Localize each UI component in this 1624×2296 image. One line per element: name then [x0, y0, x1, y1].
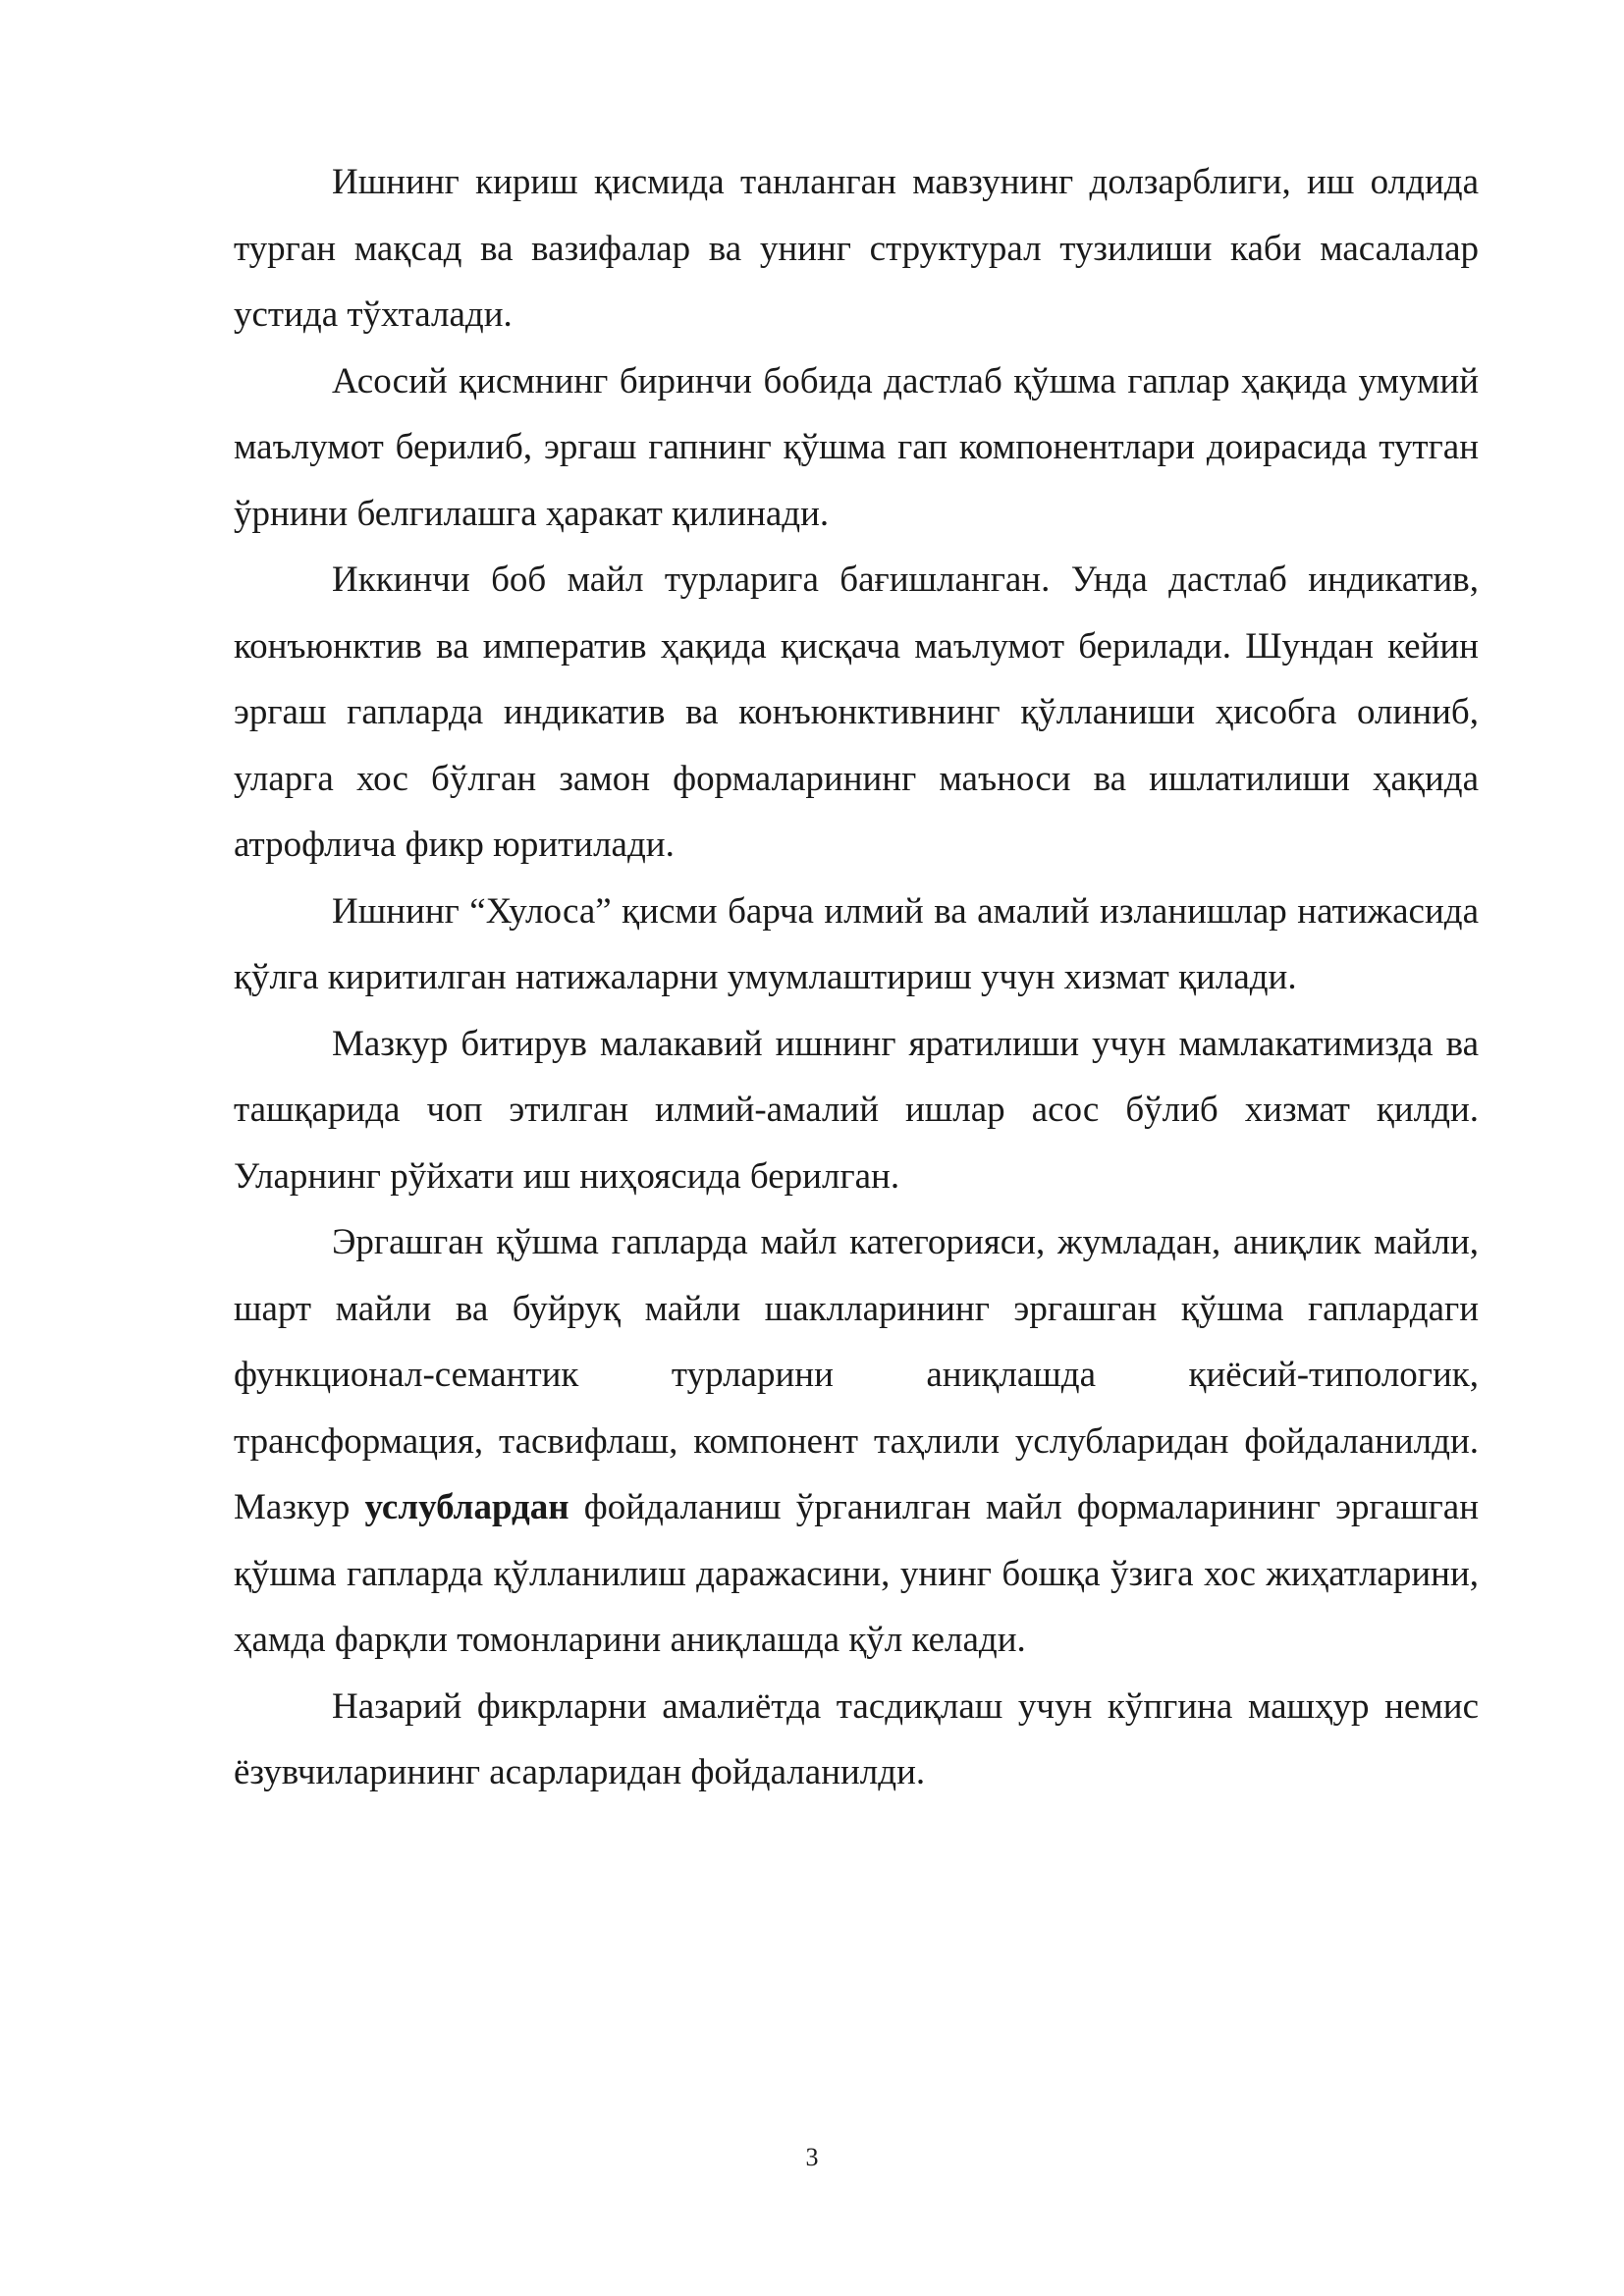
paragraph-sources: Мазкур битирув малакавий ишнинг яратилиши учун мамлакатимизда ва ташқарида чоп этилган илмий-амалий ишлар асос бўлиб хизмат қилди. Уларнинг рўйхати иш ниҳоясида берилган. [234, 1023, 1479, 1197]
paragraph-methods-text-after: фойдаланиш ўрганилган майл формаларининг эргашган қўшма гапларда қўлланилиш даражасини, унинг бошқа ўзига хос жиҳатларини, ҳамда фарқли томонларини аниқлашда қўл келади. [234, 1487, 1480, 1660]
paragraph-practice: Назарий фикрларни амалиётда тасдиқлаш учун кўпгина машҳур немис ёзувчиларининг асарларидан фойдаланилди. [234, 1685, 1479, 1792]
page-number: 3 [805, 2143, 819, 2171]
paragraph-introduction: Ишнинг кириш қисмида танланган мавзунинг долзарблиги, иш олдида турган мақсад ва вазифалар ва унинг структурал тузилиши каби масалалар устида тўхталади. [234, 162, 1479, 335]
paragraph-first-chapter: Асосий қисмнинг биринчи бобида дастлаб қўшма гаплар ҳақида умумий маълумот берилиб, эргаш гапнинг қўшма гап компонентлари доирасида тутган ўрнини белгилашга ҳаракат қилинади. [234, 360, 1479, 534]
paragraph-methods [234, 1209, 1479, 1674]
document-body [234, 149, 1479, 1806]
bold-term: услублардан [364, 1487, 569, 1527]
paragraph-methods-text-before: Эргашган қўшма гапларда майл категорияси, жумладан, аниқлик майли, шарт майли ва буйруқ майли шаклларининг эргашган қўшма гаплардаги функционал-семантик турларини аниқлашда қиёсий-типологик, трансформация, тасвифлаш, компонент таҳлили услубларидан фойдаланилди. Мазкур [234, 1222, 1479, 1527]
paragraph-conclusion: Ишнинг “Хулоса” қисми барча илмий ва амалий изланишлар натижасида қўлга киритилган натижаларни умумлаштириш учун хизмат қилади. [234, 890, 1479, 997]
paragraph-second-chapter: Иккинчи боб майл турларига бағишланган. Унда дастлаб индикатив, конъюнктив ва императив ҳақида қисқача маълумот берилади. Шундан кейин эргаш гапларда индикатив ва конъюнктивнинг қўлланиши ҳисобга олиниб, уларга хос бўлган замон формаларининг маъноси ва ишлатилиши ҳақида атрофлича фикр юритилади. [234, 560, 1479, 865]
